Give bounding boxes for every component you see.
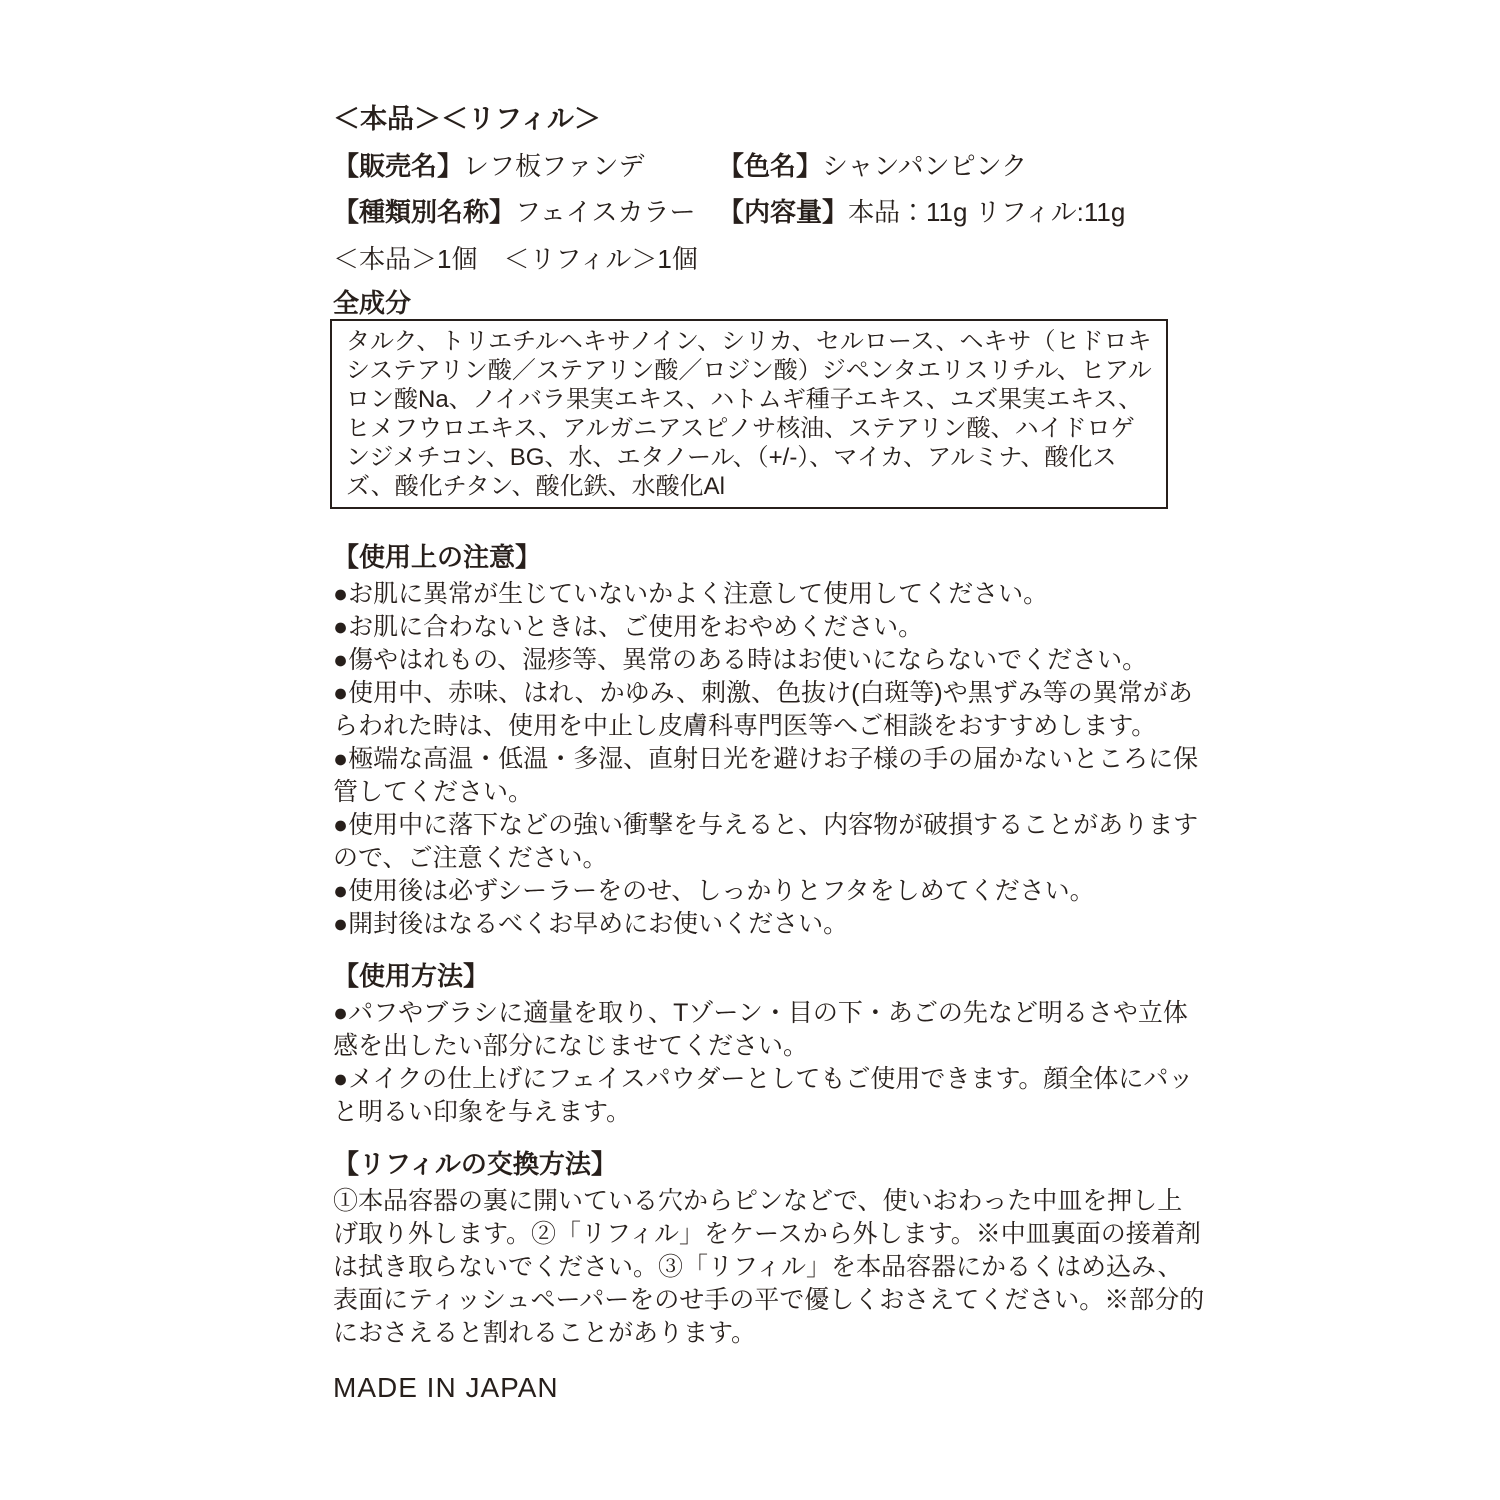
precaution-item: ●使用中に落下などの強い衝撃を与えると、内容物が破損することがありますので、ご注意ください。 bbox=[333, 811, 1199, 872]
ingredients-box bbox=[330, 319, 1168, 509]
quantity-line: ＜本品＞1個 ＜リフィル＞1個 bbox=[333, 244, 698, 274]
field-row-2 bbox=[333, 196, 1205, 228]
field-sales-name-label: 【販売名】 bbox=[333, 151, 464, 181]
usage-item: ●メイクの仕上げにフェイスパウダーとしてもご使用できます。顔全体にパッと明るい印象を与えます。 bbox=[333, 1065, 1194, 1126]
precaution-item: ●お肌に異常が生じていないかよく注意して使用してください。 bbox=[333, 580, 1049, 608]
precaution-item: ●使用後は必ずシーラーをのせ、しっかりとフタをしめてください。 bbox=[333, 877, 1095, 905]
field-category-name-value: フェイスカラー bbox=[515, 197, 696, 227]
precautions-list bbox=[333, 578, 1205, 941]
refill-instructions-body bbox=[333, 1185, 1205, 1350]
usage-item: ●パフやブラシに適量を取り、Tゾーン・目の下・あごの先など明るさや立体感を出したい部分になじませてください。 bbox=[333, 999, 1188, 1060]
precaution-item: ●開封後はなるべくお早めにお使いください。 bbox=[333, 910, 849, 938]
field-color-name-value: シャンパンピンク bbox=[822, 151, 1028, 181]
refill-instructions-text: ①本品容器の裏に開いている穴からピンなどで、使いおわった中皿を押し上げ取り外します。②「リフィル」をケースから外します。※中皿裏面の接着剤は拭き取らないでください。③「リフィル」を本品容器にかるくはめ込み、表面にティッシュペーパーをのせ手の平で優しくおさえてください。※部分的におさえると割れることがあります。 bbox=[333, 1187, 1205, 1347]
product-label-content bbox=[333, 0, 1205, 1404]
precaution-item: ●使用中、赤味、はれ、かゆみ、刺激、色抜け(白斑等)や黒ずみ等の異常があらわれた時は、使用を中止し皮膚科専門医等へご相談をおすすめします。 bbox=[333, 679, 1193, 740]
field-row-1 bbox=[333, 150, 1205, 182]
precaution-item: ●極端な高温・低温・多湿、直射日光を避けお子様の手の届かないところに保管してください。 bbox=[333, 745, 1199, 806]
field-net-content-value: 本品：11g リフィル:11g bbox=[848, 197, 1126, 227]
field-color-name-label: 【色名】 bbox=[718, 151, 823, 181]
field-color-name bbox=[718, 150, 1027, 182]
product-variants-line: ＜本品＞＜リフィル＞ bbox=[333, 104, 601, 134]
field-net-content bbox=[718, 196, 1125, 228]
precaution-item: ●傷やはれもの、湿疹等、異常のある時はお使いにならないでください。 bbox=[333, 646, 1148, 674]
usage-list bbox=[333, 997, 1205, 1129]
made-in-japan-label: MADE IN JAPAN bbox=[333, 1372, 559, 1403]
precaution-item: ●お肌に合わないときは、ご使用をおやめください。 bbox=[333, 613, 924, 641]
refill-instructions-heading: 【リフィルの交換方法】 bbox=[333, 1149, 617, 1179]
ingredients-heading: 全成分 bbox=[333, 288, 412, 318]
field-category-name-label: 【種類別名称】 bbox=[333, 197, 516, 227]
field-net-content-label: 【内容量】 bbox=[718, 197, 849, 227]
field-sales-name-value: レフ板ファンデ bbox=[463, 151, 645, 181]
precautions-heading: 【使用上の注意】 bbox=[333, 542, 542, 572]
ingredients-text: タルク、トリエチルヘキサノイン、シリカ、セルロース、ヘキサ（ヒドロキシステアリン酸／ステアリン酸／ロジン酸）ジペンタエリスリチル、ヒアルロン酸Na、ノイバラ果実エキス、ハトムギ種子エキス、ユズ果実エキス、ヒメフウロエキス、アルガニアスピノサ核油、ステアリン酸、ハイドロゲンジメチコン、BG、水、エタノール、（+/-）、マイカ、アルミナ、酸化スズ、酸化チタン、酸化鉄、水酸化Al bbox=[346, 328, 1152, 500]
field-category-name bbox=[333, 196, 718, 228]
usage-heading: 【使用方法】 bbox=[333, 961, 490, 991]
field-sales-name bbox=[333, 150, 718, 182]
